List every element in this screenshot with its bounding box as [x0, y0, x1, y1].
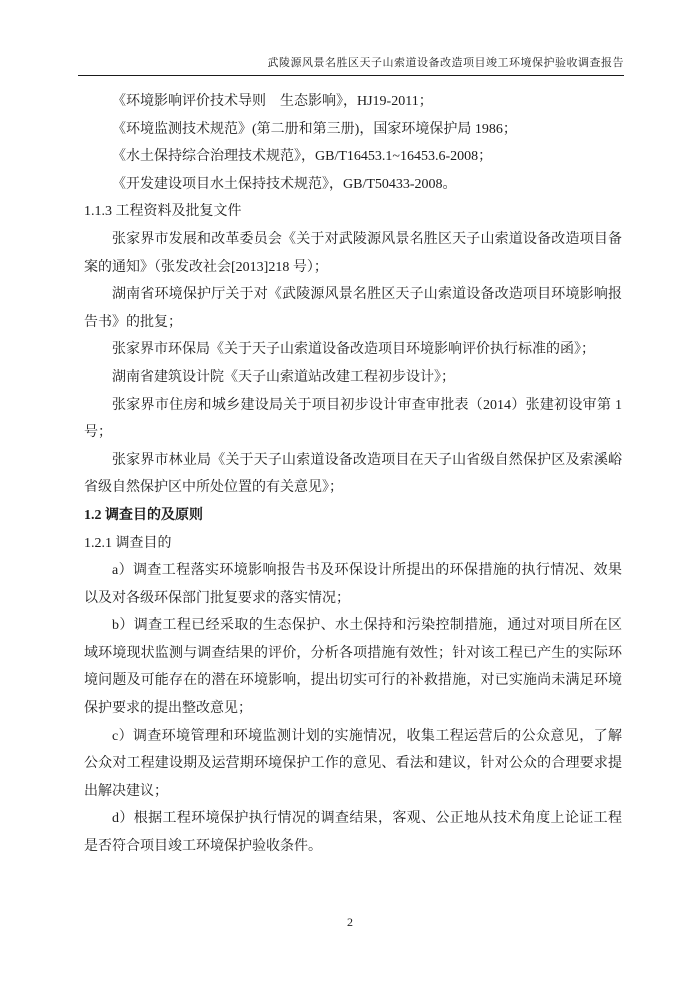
para-purpose-d: d）根据工程环境保护执行情况的调查结果，客观、公正地从技术角度上论证工程是否符合项目竣工环境保护验收条件。: [84, 811, 622, 855]
para-design-institute: 湖南省建筑设计院《天子山索道站改建工程初步设计》；: [112, 369, 455, 385]
section-heading-1-2-1: 1.2.1 调查目的: [84, 535, 172, 551]
page-number: 2: [347, 915, 353, 929]
para-purpose-b: b）调查工程已经采取的生态保护、水土保持和污染控制措施，通过对项目所在区域环境现状监测与调查结果的评价，分析各项措施有效性；针对该工程已产生的实际环境问题及可能存在的潜在环境影响，提出切实可行的补救措施，对已实施尚未满足环境保护要求的提出整改意见；: [84, 618, 622, 717]
section-heading-1-2: 1.2 调查目的及原则: [84, 507, 203, 523]
para-fagai-notice: 张家界市发展和改革委员会《关于对武陵源风景名胜区天子山索道设备改造项目备案的通知》（张发改社会[2013]218 号）；: [84, 231, 622, 275]
reference-item-2: 《环境监测技术规范》(第二册和第三册)，国家环境保护局 1986；: [112, 121, 517, 137]
page-footer: [0, 915, 700, 930]
para-purpose-a: a）调查工程落实环境影响报告书及环保设计所提出的环保措施的执行情况、效果以及对各级环保部门批复要求的落实情况；: [84, 563, 622, 606]
reference-item-1: 《环境影响评价技术导则 生态影响》，HJ19-2011；: [112, 94, 433, 109]
para-purpose-c: c）调查环境管理和环境监测计划的实施情况，收集工程运营后的公众意见，了解公众对工程建设期及运营期环境保护工作的意见、看法和建议，针对公众的合理要求提出解决建议；: [84, 728, 622, 799]
para-forestry-bureau: 张家界市林业局《关于天子山索道设备改造项目在天子山省级自然保护区及索溪峪省级自然保护区中所处位置的有关意见》；: [84, 452, 622, 496]
reference-item-3: 《水土保持综合治理技术规范》，GB/T16453.1~16453.6-2008；: [112, 149, 493, 165]
para-housing-bureau: 张家界市住房和城乡建设局关于项目初步设计审查审批表（2014）张建初设审第 1 号；: [84, 397, 622, 441]
para-epb-letter: 张家界市环保局《关于天子山索道设备改造项目环境影响评价执行标准的函》；: [112, 342, 595, 358]
running-header-title: 武陵源风景名胜区天子山索道设备改造项目竣工环境保护验收调查报告: [267, 57, 624, 69]
section-heading-1-1-3: 1.1.3 工程资料及批复文件: [84, 204, 242, 220]
running-header: [78, 54, 624, 76]
document-body: [84, 88, 622, 861]
reference-item-4: 《开发建设项目水土保持技术规范》，GB/T50433-2008。: [112, 176, 457, 192]
para-env-dept-approval: 湖南省环境保护厅关于对《武陵源风景名胜区天子山索道设备改造项目环境影响报告书》的批复；: [84, 287, 622, 330]
